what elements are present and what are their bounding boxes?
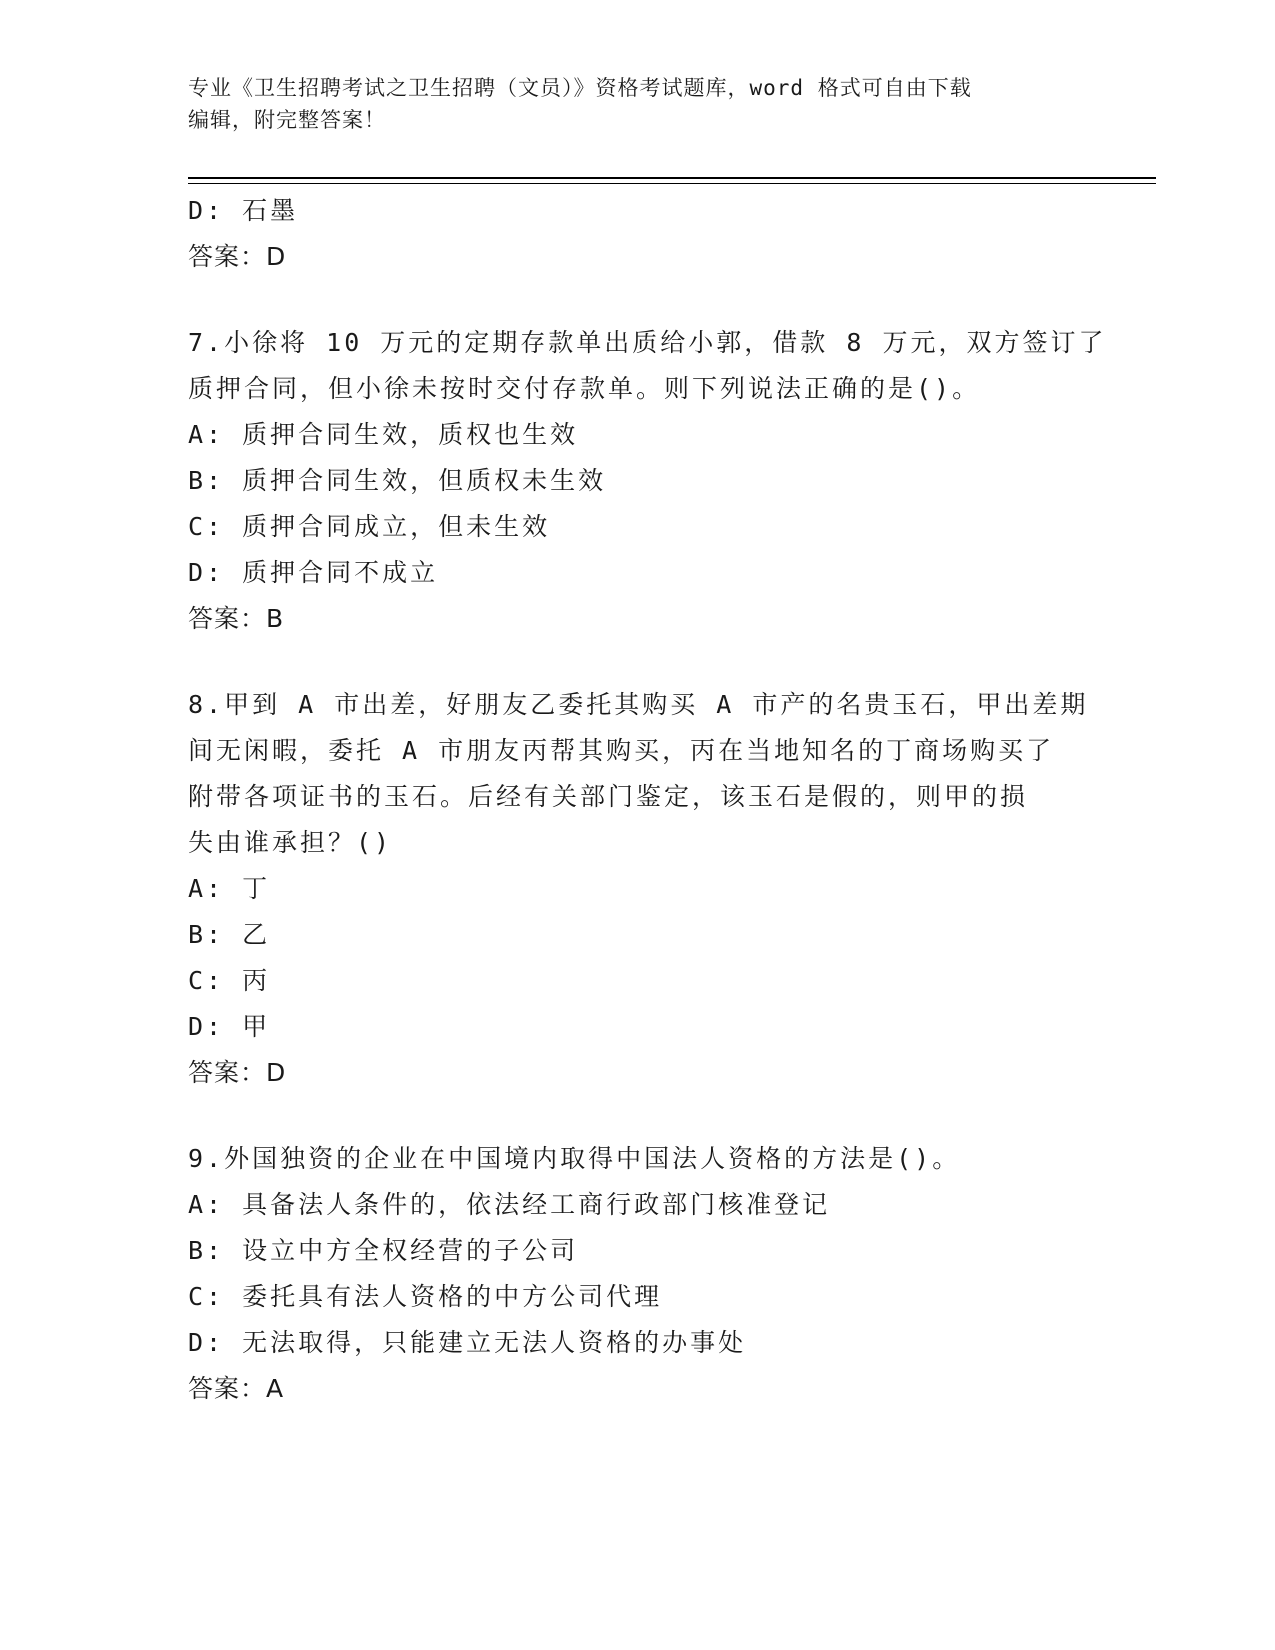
previous-question-tail	[188, 188, 1088, 280]
answer-line: 答案：D	[188, 242, 287, 271]
question-stem: 8.甲到 A 市出差，好朋友乙委托其购买 A 市产的名贵玉石，甲出差期	[188, 690, 1089, 719]
question-9	[188, 1136, 1088, 1412]
answer-line: 答案：A	[188, 1374, 285, 1403]
option-b: B: 设立中方全权经营的子公司	[188, 1236, 579, 1265]
question-stem: 质押合同，但小徐未按时交付存款单。则下列说法正确的是()。	[188, 374, 981, 403]
header-line-2: 编辑，附完整答案！	[188, 108, 386, 132]
option-c: C: 丙	[188, 966, 271, 995]
option-d: D: 石墨	[188, 196, 299, 225]
option-b: B: 乙	[188, 920, 271, 949]
question-stem: 失由谁承担？()	[188, 828, 393, 857]
document-header	[188, 72, 1088, 136]
question-stem: 7.小徐将 10 万元的定期存款单出质给小郭，借款 8 万元，双方签订了	[188, 328, 1107, 357]
question-8	[188, 682, 1088, 1096]
option-d: D: 无法取得，只能建立无法人资格的办事处	[188, 1328, 747, 1357]
question-stem: 附带各项证书的玉石。后经有关部门鉴定，该玉石是假的，则甲的损	[188, 782, 1029, 811]
answer-line: 答案：D	[188, 1058, 287, 1087]
option-c: C: 委托具有法人资格的中方公司代理	[188, 1282, 663, 1311]
question-content	[188, 188, 1107, 1412]
header-divider-thick	[188, 177, 1156, 179]
spacer	[188, 1096, 1088, 1136]
answer-line: 答案：B	[188, 604, 285, 633]
option-a: A: 具备法人条件的，依法经工商行政部门核准登记	[188, 1190, 831, 1219]
option-d: D: 甲	[188, 1012, 271, 1041]
option-c: C: 质押合同成立，但未生效	[188, 512, 551, 541]
question-stem: 间无闲暇，委托 A 市朋友丙帮其购买，丙在当地知名的丁商场购买了	[188, 736, 1055, 765]
header-line-1: 专业《卫生招聘考试之卫生招聘（文员）》资格考试题库，word 格式可自由下载	[188, 76, 972, 100]
option-b: B: 质押合同生效，但质权未生效	[188, 466, 607, 495]
spacer	[188, 642, 1088, 682]
question-stem: 9.外国独资的企业在中国境内取得中国法人资格的方法是()。	[188, 1144, 961, 1173]
spacer	[188, 280, 1088, 320]
header-divider-thin	[188, 183, 1156, 184]
option-d: D: 质押合同不成立	[188, 558, 439, 587]
option-a: A: 质押合同生效，质权也生效	[188, 420, 579, 449]
option-a: A: 丁	[188, 874, 271, 903]
question-7	[188, 320, 1107, 642]
